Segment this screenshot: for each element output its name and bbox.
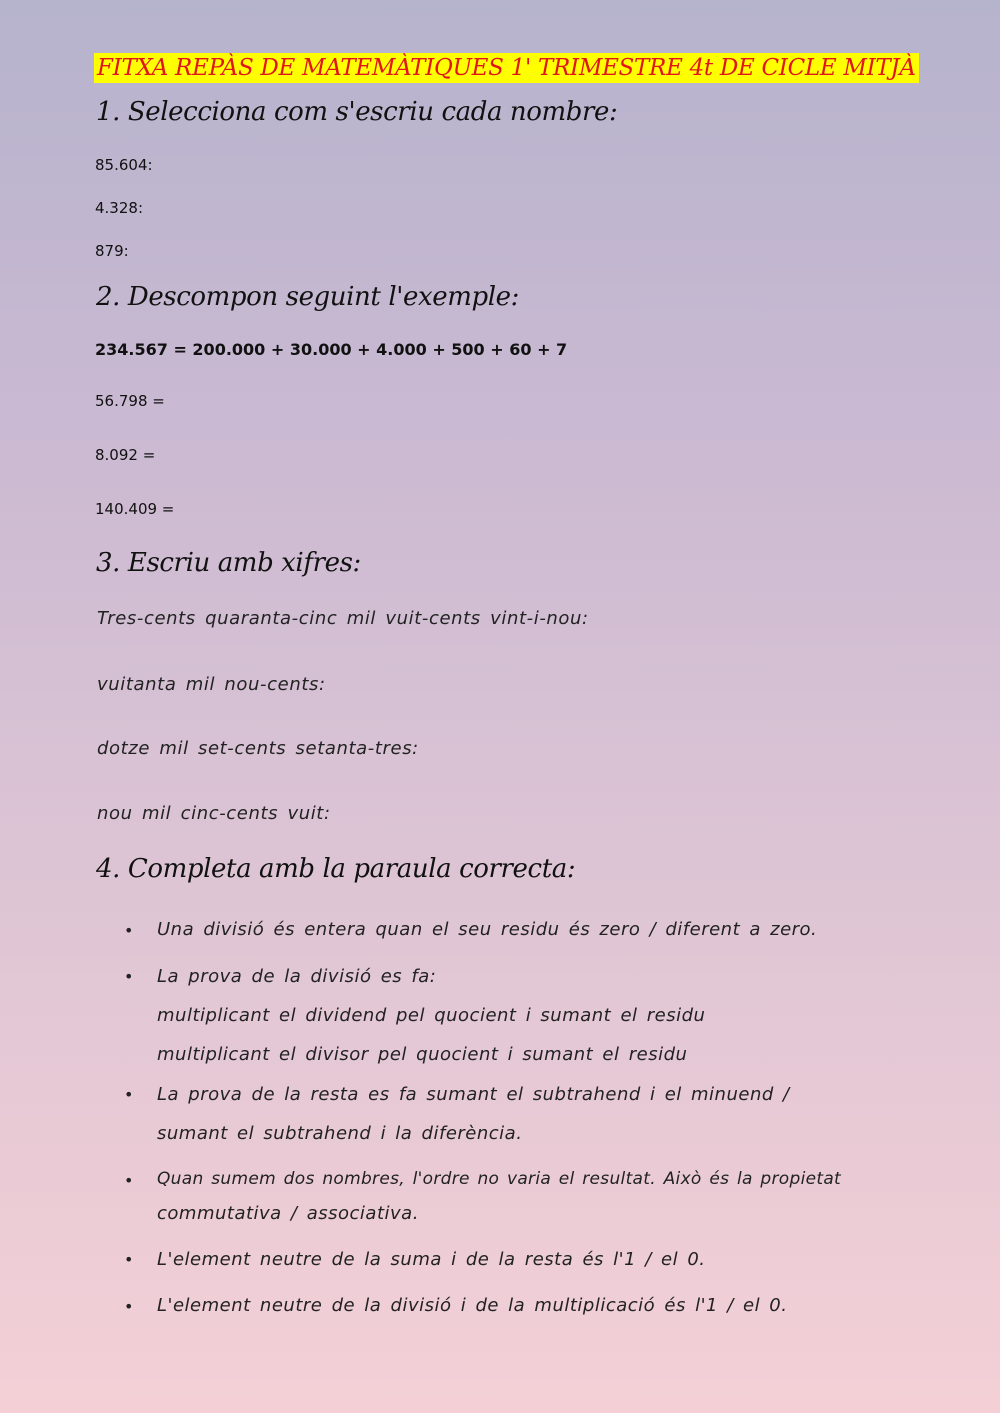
section-1-heading: 1. Selecciona com s'escriu cada nombre: (96, 97, 618, 127)
bullet-marker: • (124, 1297, 134, 1316)
bullet-marker: • (124, 1171, 134, 1190)
number-item-2: 4.328: (95, 199, 143, 217)
statement-2-line-2: multiplicant el dividend pel quocient i sumant el residu (157, 1005, 706, 1026)
words-item-1: Tres-cents quaranta-cinc mil vuit-cents vint-i-nou: (97, 608, 589, 629)
statement-1: Una divisió és entera quan el seu residu és zero / diferent a zero. (157, 919, 818, 940)
words-item-3: dotze mil set-cents setanta-tres: (97, 738, 419, 759)
statement-6: L'element neutre de la divisió i de la multiplicació és l'1 / el 0. (157, 1295, 788, 1316)
words-item-2: vuitanta mil nou-cents: (97, 674, 326, 695)
section-3-heading: 3. Escriu amb xifres: (96, 548, 361, 578)
decompose-item-3: 140.409 = (95, 500, 175, 518)
statement-5: L'element neutre de la suma i de la resta és l'1 / el 0. (157, 1249, 706, 1270)
decomposition-example: 234.567 = 200.000 + 30.000 + 4.000 + 500 + 60 + 7 (95, 340, 568, 359)
statement-4-line-1: Quan sumem dos nombres, l'ordre no varia el resultat. Això és la propietat (157, 1169, 842, 1189)
statement-3-line-2: sumant el subtrahend i la diferència. (157, 1123, 523, 1144)
statement-4-line-2: commutativa / associativa. (157, 1203, 419, 1224)
worksheet-title: FITXA REPÀS DE MATEMÀTIQUES 1' TRIMESTRE 4t DE CICLE MITJÀ (94, 53, 919, 83)
bullet-marker: • (124, 1250, 134, 1269)
section-4-heading: 4. Completa amb la paraula correcta: (96, 854, 576, 884)
decompose-item-1: 56.798 = (95, 392, 165, 410)
number-item-1: 85.604: (95, 156, 153, 174)
statement-2-line-1: La prova de la divisió es fa: (157, 966, 437, 987)
bullet-marker: • (124, 921, 134, 940)
words-item-4: nou mil cinc-cents vuit: (97, 803, 331, 824)
bullet-marker: • (124, 967, 134, 986)
bullet-marker: • (124, 1085, 134, 1104)
decompose-item-2: 8.092 = (95, 446, 156, 464)
section-2-heading: 2. Descompon seguint l'exemple: (96, 282, 519, 312)
statement-3-line-1: La prova de la resta es fa sumant el subtrahend i el minuend / (157, 1084, 790, 1105)
statement-2-line-3: multiplicant el divisor pel quocient i sumant el residu (157, 1044, 688, 1065)
number-item-3: 879: (95, 242, 129, 260)
